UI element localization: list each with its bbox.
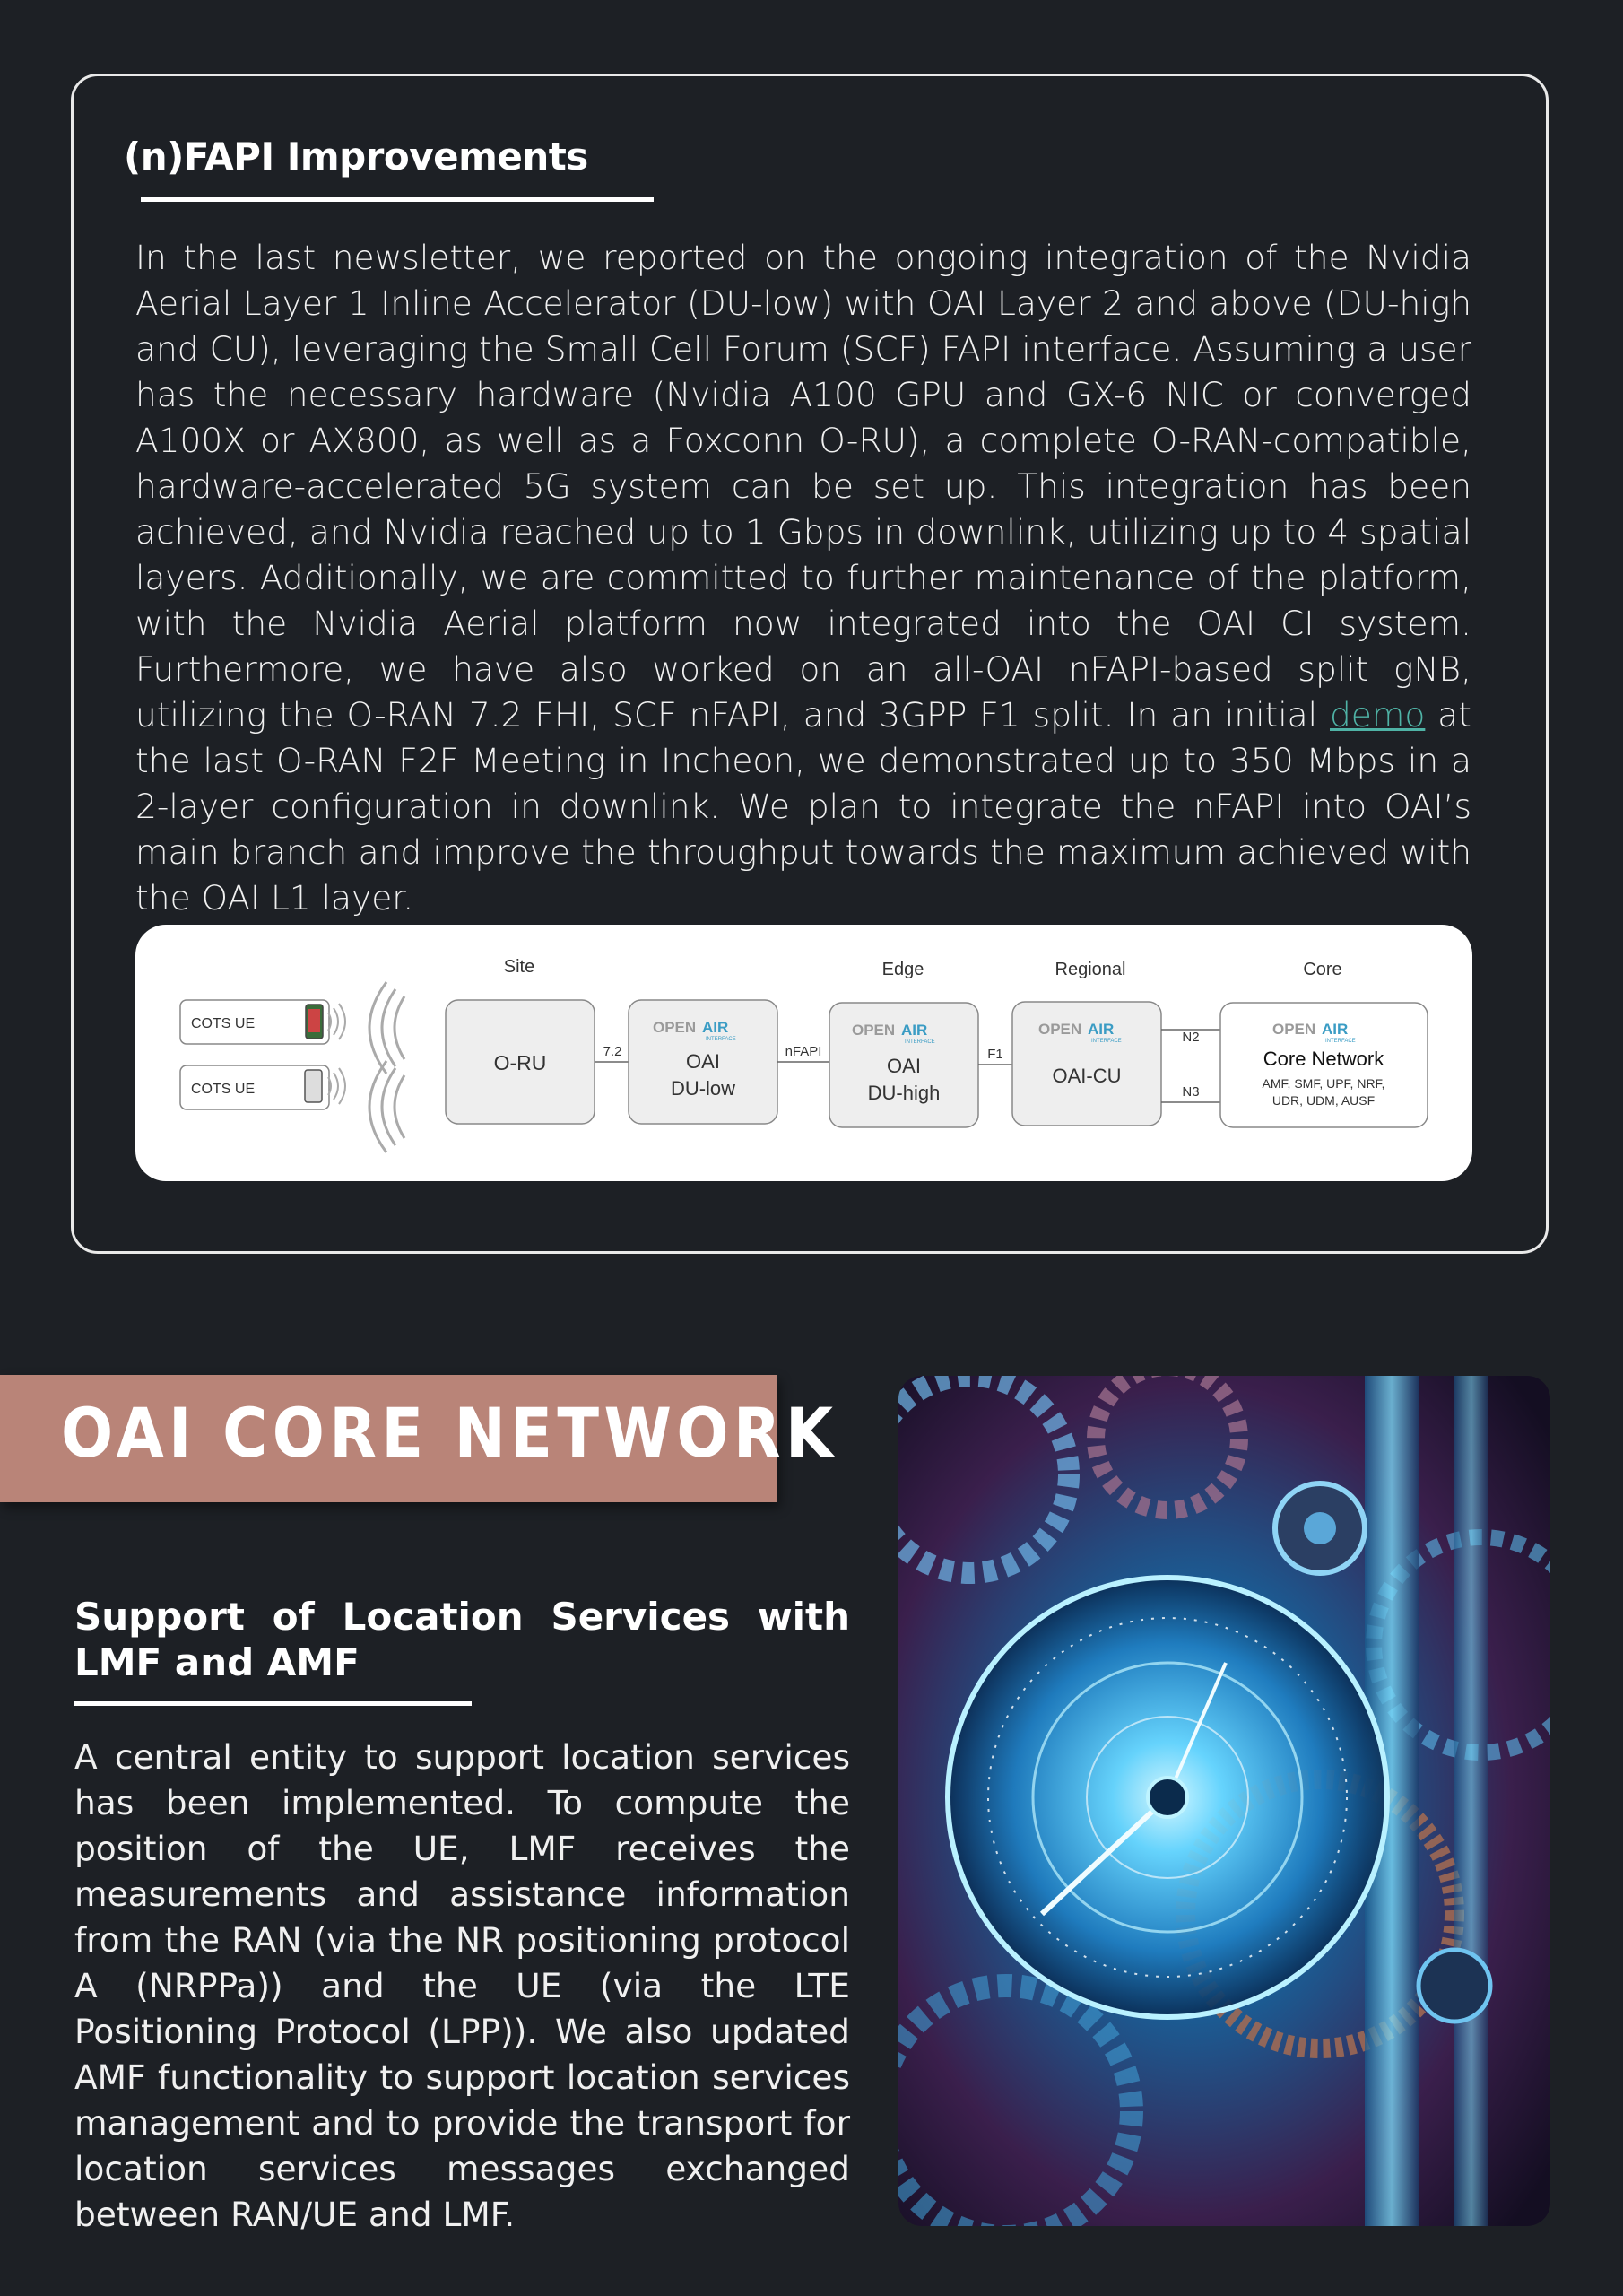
label-regional: Regional — [1055, 960, 1126, 979]
pipe-shape — [1454, 1376, 1488, 2226]
du-high-label-1: OAI — [887, 1055, 921, 1077]
signal-icon — [328, 1004, 345, 1039]
core-body: A central entity to support location services has been implemented. To compute the position of the UE, LMF receives the measurements and assistance information from the RAN (via the NR positioning protocol A (NRPPa)) and the UE (via the LTE Positioning Protocol (LPP)). We also updated AMF functionality to support location services management and to provide the transport for location services messages exchanged between RAN/UE and LMF. — [74, 1737, 850, 2234]
phone-icon — [305, 1070, 322, 1102]
antenna-wave-icon — [369, 1061, 404, 1152]
logo-open: OPEN — [653, 1019, 697, 1036]
logo-air: AIR — [901, 1022, 928, 1039]
logo-open: OPEN — [1272, 1021, 1316, 1038]
du-high-label-2: DU-high — [867, 1082, 941, 1104]
link-n2-label: N2 — [1182, 1030, 1200, 1045]
body-text-part-1: In the last newsletter, we reported on the ongoing integration of the Nvidia Aerial Layer 1 Inline Accelerator (DU-low) with OAI Layer 2 and above (DU-high and CU), leveraging the Small Cell Forum (SCF) FAPI interface. Assuming a user has the necessary hardware (Nvidia A100 GPU and GX-6 NIC or converged A100X or AX800, as well as a Foxconn O-RU), a complete O-RAN-compatible, hardware-accelerated 5G system can be set up. This integration has been achieved, and Nvidia reached up to 1 Gbps in downlink, utilizing up to 4 spatial layers. Additionally, we are committed to further maintenance of the platform, with the Nvidia Aerial platform now integrated into the OAI CI system. Furthermore, we have also worked on an all-OAI nFAPI-based split gNB, utilizing the O-RAN 7.2 FHI, SCF nFAPI, and 3GPP F1 split. In an initial — [135, 238, 1471, 735]
link-n3-label: N3 — [1182, 1084, 1200, 1100]
core-functions-2: UDR, UDM, AUSF — [1271, 1093, 1376, 1108]
link-f1-label: F1 — [987, 1047, 1003, 1062]
small-gear — [1419, 1950, 1490, 2022]
signal-icon — [328, 1068, 345, 1104]
logo-air: AIR — [1322, 1021, 1349, 1038]
gears-clock-image — [898, 1376, 1550, 2226]
link-72-label: 7.2 — [603, 1044, 622, 1059]
logo-interface: INTERFACE — [1325, 1039, 1356, 1044]
du-low-label-2: DU-low — [670, 1077, 736, 1100]
demo-link[interactable]: demo — [1330, 695, 1426, 735]
label-site: Site — [503, 957, 535, 977]
core-network-label: Core Network — [1263, 1048, 1384, 1070]
ue-label-2: COTS UE — [191, 1082, 256, 1097]
diagram-svg — [135, 925, 1472, 1181]
cu-box — [1012, 1002, 1161, 1126]
logo-air: AIR — [1088, 1021, 1115, 1038]
logo-open: OPEN — [852, 1022, 896, 1039]
antenna-wave-icon — [369, 982, 404, 1074]
label-core: Core — [1303, 960, 1342, 979]
section-banner — [0, 1375, 838, 1502]
link-nfapi-label: nFAPI — [785, 1044, 822, 1059]
logo-air: AIR — [702, 1019, 729, 1036]
subsection-underline — [74, 1701, 472, 1706]
small-gear — [1304, 1512, 1336, 1544]
nfapi-body — [135, 235, 1471, 921]
ue-label-1: COTS UE — [191, 1016, 256, 1031]
label-edge: Edge — [881, 960, 924, 979]
title-underline — [141, 197, 654, 202]
oru-label: O-RU — [493, 1051, 547, 1074]
du-low-label-1: OAI — [686, 1050, 720, 1073]
gears-illustration — [898, 1376, 1550, 2226]
logo-interface: INTERFACE — [706, 1037, 736, 1042]
core-functions-1: AMF, SMF, UPF, NRF, — [1262, 1076, 1385, 1091]
section-title: (n)FAPI Improvements — [124, 135, 588, 178]
subsection-title: Support of Location Services with LMF and AMF — [74, 1595, 850, 1684]
logo-interface: INTERFACE — [1091, 1039, 1122, 1044]
banner-text: OAI CORE NETWORK — [61, 1393, 838, 1473]
cu-label: OAI-CU — [1052, 1065, 1122, 1087]
architecture-diagram — [135, 925, 1472, 1181]
logo-interface: INTERFACE — [905, 1039, 935, 1045]
phone-screen — [308, 1009, 320, 1032]
logo-open: OPEN — [1038, 1021, 1082, 1038]
body-text-part-2: at the last O-RAN F2F Meeting in Incheon, we demonstrated up to 350 Mbps in a 2-layer configuration in downlink. We plan to integrate the nFAPI into OAI’s main branch and improve the throughput towards the maximum achieved with the OAI L1 layer. — [135, 695, 1471, 918]
clock-center — [1148, 1778, 1187, 1817]
